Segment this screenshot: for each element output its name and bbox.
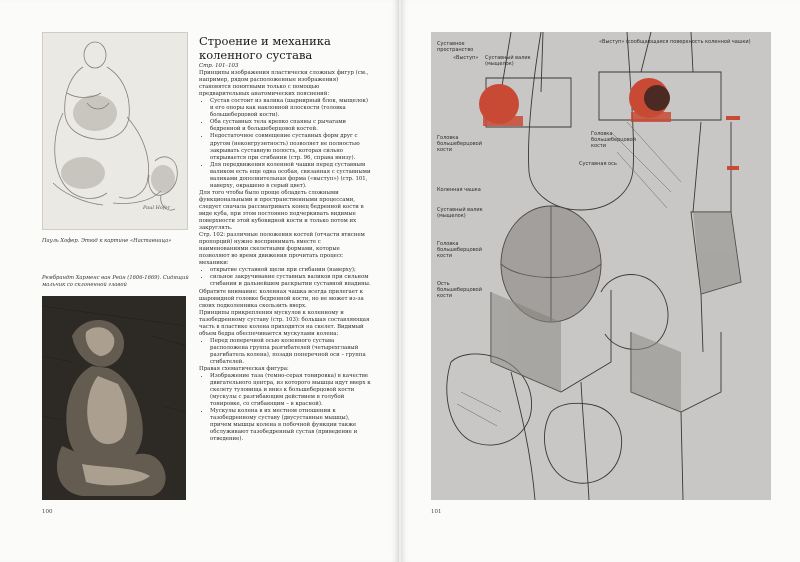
page-reference: Стр. 101–103 bbox=[199, 63, 239, 69]
label-sustav-prostranstvo: Суставное пространство bbox=[437, 41, 474, 53]
bullet-list-2 bbox=[199, 267, 371, 288]
label-valik-2: Суставный валик (мыщелок) bbox=[437, 207, 483, 219]
hofer-sketch-drawing bbox=[43, 33, 187, 229]
paragraph: Обратите внимание: коленная чашка всегда прилегает к шаровидной головке бедренной кости, но не может из-за своих подколенника скользить вверх. bbox=[199, 288, 364, 309]
list-item: • Недостаточное совмещение суставных форм друг с другом (неконгруэнтность) позволяет не полностью закрывать суставную полость, которая сильно открывается при сгибании (стр. 96, справа внизу). bbox=[210, 133, 371, 161]
page-number-right: 101 bbox=[431, 509, 442, 515]
svg-text:Paul Hofer: Paul Hofer bbox=[143, 205, 171, 211]
list-item: • открытие суставной щели при сгибании (наверху); bbox=[210, 267, 371, 274]
label-vystup-right: «Выступ» (сообщающаяся поверхность коленной чашки) bbox=[599, 39, 751, 45]
label-golovka-3: Головка большеберцовой кости bbox=[437, 241, 482, 259]
paragraph: Стр. 102: различные положения костей (отчасти втиснем пропорций) нужно воспринимать вместе с наименованиями скелетными формами, которые позволяют во время движения прочитать процесс механики: bbox=[199, 232, 365, 267]
bullet-list-3 bbox=[199, 338, 371, 366]
label-ost: Ость большеберцовой кости bbox=[437, 281, 482, 299]
label-os: Суставная ось bbox=[579, 161, 617, 167]
rembrandt-etching-image bbox=[42, 296, 186, 500]
intro-paragraph: Принципы изображения пластически сложных фигур (см., например, рядом расположенные изображения) становятся понятными только с помощью предварительных анатомических пояснений: bbox=[199, 70, 369, 98]
body-text-column bbox=[199, 63, 371, 444]
left-page bbox=[0, 0, 399, 562]
bullet-list-1 bbox=[199, 98, 371, 190]
knee-anatomy-sketch bbox=[431, 32, 771, 500]
knee-joint-drawing bbox=[431, 32, 771, 500]
list-item: • Сустав состоит из валика (шарнирный блок, мыщелок) и его опоры как наклонной плоскости (головка большеберцовой кости). bbox=[210, 98, 371, 119]
caption-hofer: Пауль Хофер. Этюд к картине «Наставница» bbox=[42, 238, 172, 244]
list-item: • Оба суставных тела крепко спаяны с рычагами бедренной и большеберцовой костей. bbox=[210, 119, 371, 133]
rembrandt-etching-drawing bbox=[42, 296, 186, 500]
list-item: • сильное закручивание суставных валиков при сильном сгибании и дальнейшем раскрытии суставной впадины. bbox=[210, 274, 371, 288]
paragraph: Правая схематическая фигура: bbox=[199, 366, 289, 373]
list-item: • Изображение таза (темно-серая тонировка) в качестве двигательного центра, из которого мышцы идут вверх к скелету туловища и вниз к большеберцовой кости (мускулы с разгибающим действием в голубой тонировке, со сгибающим – в красной). bbox=[210, 373, 371, 408]
list-item: • Мускулы колена в их местном отношении к тазобедренному суставу (двусуставные мышцы), причем мышцы колена в побочной функции также обслуживают тазобедренный сустав (приведение и отведение). bbox=[210, 408, 371, 443]
caption-rembrandt: Рембрандт Харменс ван Рейн (1606-1669). Сидящий мальчик со склоненной главой bbox=[42, 275, 189, 288]
paragraph: Принципы прикрепления мускулов к коленному и тазобедренному суставу (стр. 103): большая составляющая часть в пластике колена приходится на скелет. Видимый объем бедра обеспечивается мускулами колена: bbox=[199, 309, 370, 337]
right-page bbox=[401, 0, 800, 562]
label-golovka-1: Головка большеберцовой кости bbox=[437, 135, 482, 153]
label-valik: Суставный валик (мыщелок) bbox=[485, 55, 531, 67]
label-vystup-left: «Выступ» bbox=[453, 55, 479, 61]
hofer-sketch-image bbox=[42, 32, 188, 230]
bullet-list-4 bbox=[199, 373, 371, 443]
label-golovka-2: Головка большеберцовой кости bbox=[591, 131, 636, 149]
list-item: • Для передвижения коленной чашки перед суставным валиком есть еще одна особая, связанная с суставными валиками дополнительная форма («выступ») (стр. 101, наверху, окрашено в серый цвет). bbox=[210, 162, 371, 190]
list-item: • Перед поперечной осью коленного сустава расположена группа разгибателей (четырехглавый разгибатель колена), позади поперечной оси – группа сгибателей. bbox=[210, 338, 371, 366]
page-title: Строение и механика коленного сустава bbox=[199, 34, 331, 62]
label-chashka: Коленная чашка bbox=[437, 187, 481, 193]
paragraph: Для того чтобы было проще обладеть сложными функциональными и пространственными процессами, следует сначала рассматривать конец бедренной кости в виде куба, при этом постоянно подчеркивать видимые поверхности этой кубовидной кости и только потом их закруглять. bbox=[199, 189, 364, 232]
page-number-left: 100 bbox=[42, 509, 53, 515]
